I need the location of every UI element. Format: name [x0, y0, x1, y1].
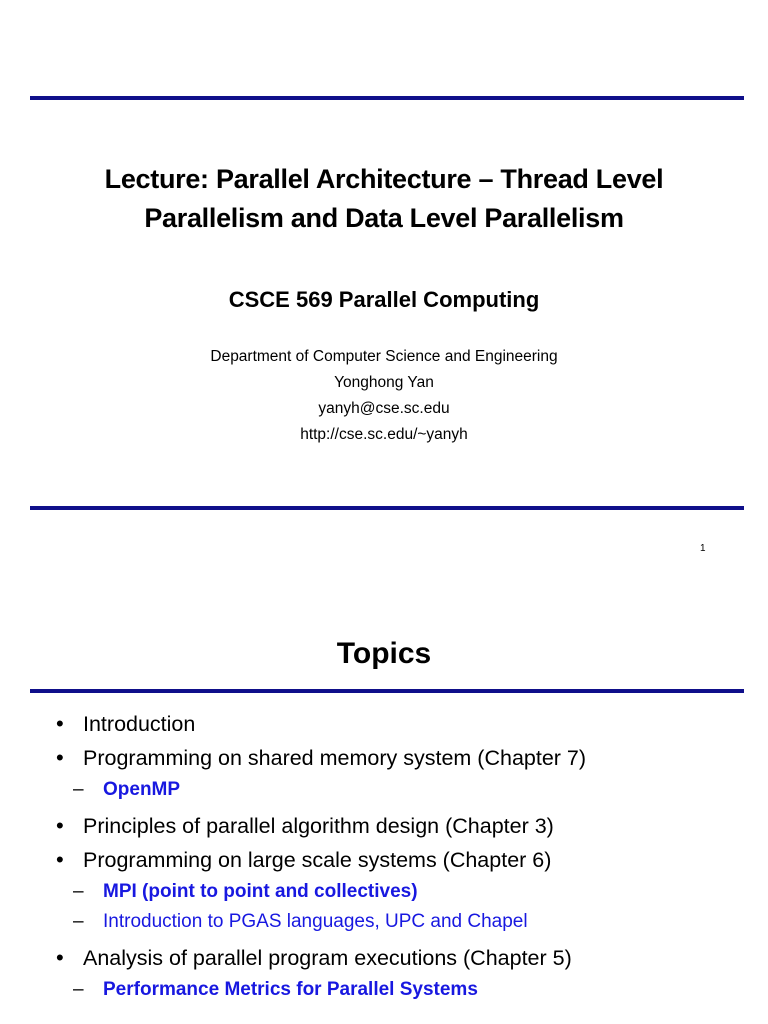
- topic-analysis: [56, 941, 756, 975]
- subtopic-pgas: [56, 907, 756, 937]
- department: Department of Computer Science and Engineering: [210, 348, 558, 365]
- dash-icon: –: [73, 881, 84, 902]
- lecture-title-line-1: Lecture: Parallel Architecture – Thread Level: [104, 164, 664, 194]
- dash-icon: –: [73, 911, 84, 932]
- topic-algorithm-design: [56, 809, 756, 843]
- topic-label: Programming on large scale systems (Chapter 6): [83, 848, 552, 872]
- topic-label: Principles of parallel algorithm design (Chapter 3): [83, 814, 554, 838]
- lecture-title-line-2: Parallelism and Data Level Parallelism: [144, 203, 624, 233]
- subtopic-label: OpenMP: [103, 779, 181, 800]
- page-number: 1: [700, 543, 706, 554]
- dash-icon: –: [73, 979, 84, 1000]
- author-email: yanyh@cse.sc.edu: [318, 400, 450, 417]
- lecture-title: [0, 160, 768, 238]
- topic-label: Programming on shared memory system (Chapter 7): [83, 746, 587, 770]
- top-rule: [30, 96, 744, 100]
- course-name: CSCE 569 Parallel Computing: [228, 287, 540, 312]
- subtopic-label: MPI (point to point and collectives): [103, 881, 418, 902]
- topic-label: Analysis of parallel program executions (Chapter 5): [83, 946, 572, 970]
- subtopic-openmp: [56, 775, 756, 805]
- bottom-rule-slide-1: [30, 506, 744, 510]
- author-name: Yonghong Yan: [334, 374, 434, 391]
- bullet-icon: •: [56, 711, 64, 736]
- subtopic-label: Performance Metrics for Parallel Systems: [103, 979, 478, 1000]
- subtopic-performance-metrics: [56, 975, 756, 1005]
- topic-large-scale: [56, 843, 756, 877]
- bullet-icon: •: [56, 745, 64, 770]
- topic-introduction: [56, 707, 756, 741]
- topic-shared-memory: [56, 741, 756, 775]
- topics-title: Topics: [336, 637, 432, 670]
- topic-label: Introduction: [83, 712, 196, 736]
- topics-list: [56, 707, 756, 1005]
- topics-rule: [30, 689, 744, 693]
- author-url: http://cse.sc.edu/~yanyh: [300, 426, 468, 443]
- bullet-icon: •: [56, 847, 64, 872]
- bullet-icon: •: [56, 813, 64, 838]
- author-info: [0, 344, 768, 448]
- subtopic-label: Introduction to PGAS languages, UPC and Chapel: [103, 911, 528, 932]
- bullet-icon: •: [56, 945, 64, 970]
- subtopic-mpi: [56, 877, 756, 907]
- dash-icon: –: [73, 779, 84, 800]
